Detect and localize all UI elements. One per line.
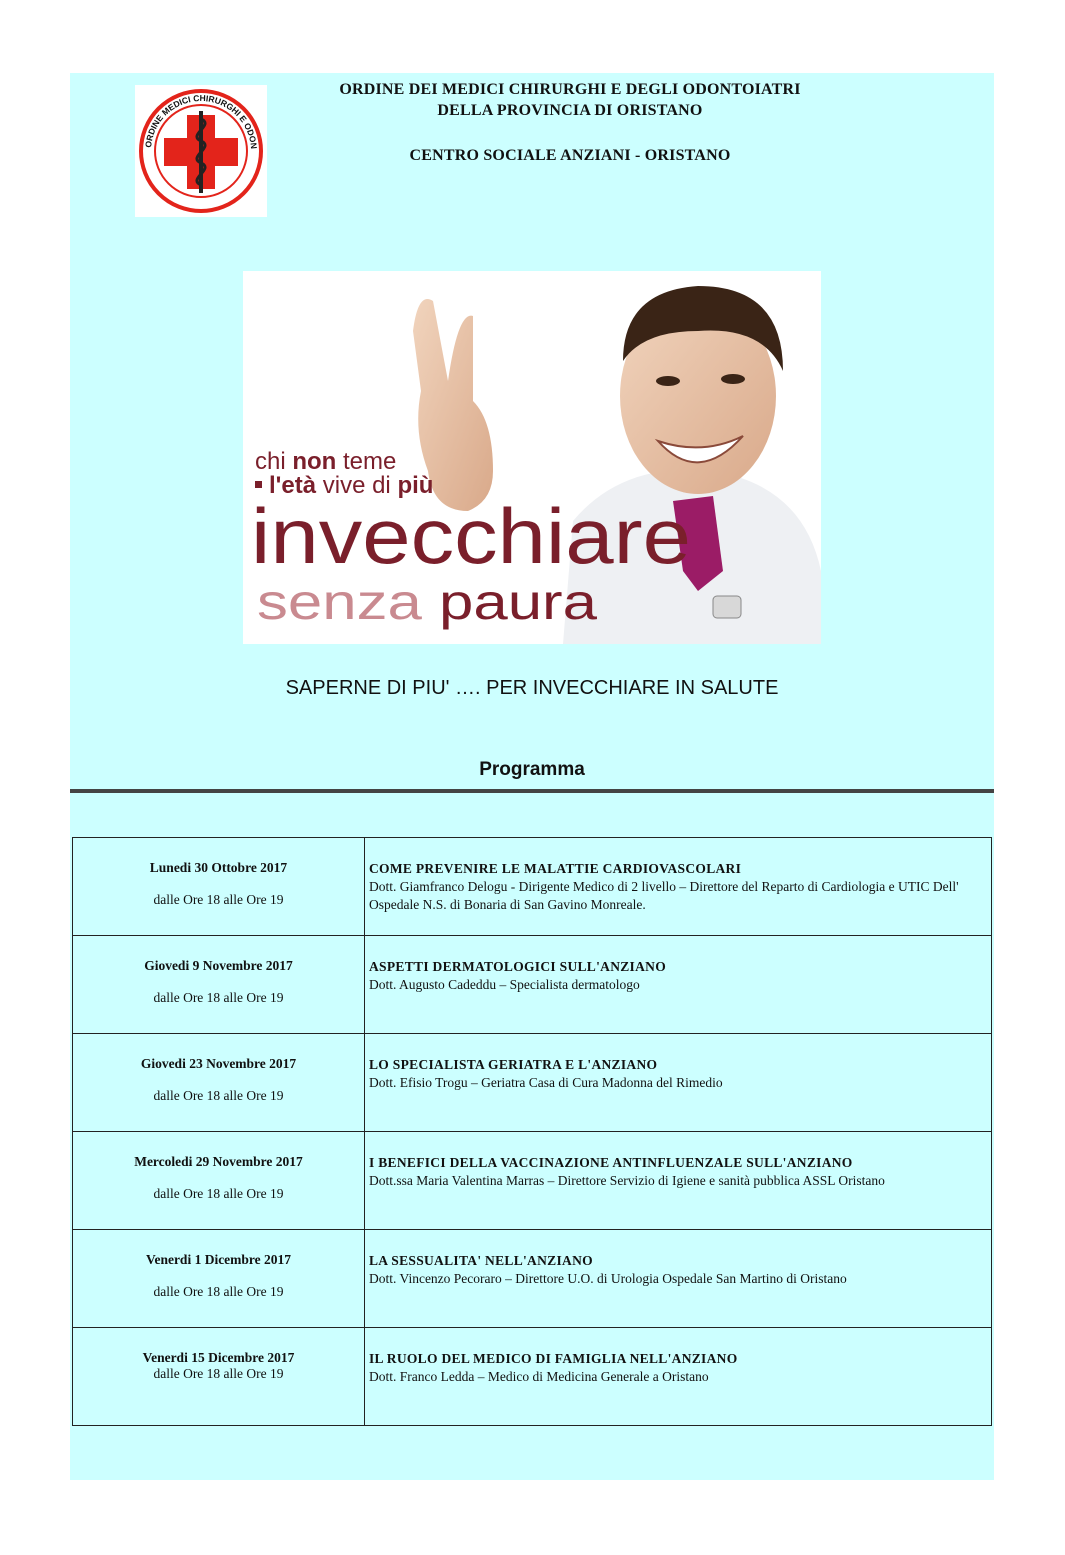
event-time: dalle Ore 18 alle Ore 19 <box>153 1088 284 1103</box>
event-topic: LO SPECIALISTA GERIATRA E L'ANZIANO <box>369 1057 658 1072</box>
table-row <box>73 1034 992 1132</box>
event-time: dalle Ore 18 alle Ore 19 <box>153 1284 284 1299</box>
event-date: Venerdi 15 Dicembre 2017 <box>142 1350 295 1365</box>
date-cell <box>73 1328 365 1426</box>
header-center: CENTRO SOCIALE ANZIANI - ORISTANO <box>409 147 731 164</box>
date-cell <box>73 1132 365 1230</box>
event-speaker: Dott. Giamfranco Delogu - Dirigente Medico di 2 livello – Direttore del Reparto di Cardiologia e UTIC Dell' Ospedale N.S. di Bonaria di San Gavino Monreale. <box>369 879 959 912</box>
topic-cell <box>365 1328 992 1426</box>
table-row <box>73 1132 992 1230</box>
event-time: dalle Ore 18 alle Ore 19 <box>153 1186 284 1201</box>
header-organization: ORDINE DEI MEDICI CHIRURGHI E DEGLI ODONTOIATRI <box>339 81 801 98</box>
event-topic: LA SESSUALITA' NELL'ANZIANO <box>369 1253 593 1268</box>
header-province: DELLA PROVINCIA DI ORISTANO <box>437 102 703 119</box>
event-speaker: Dott. Efisio Trogu – Geriatra Casa di Cura Madonna del Rimedio <box>369 1075 723 1090</box>
table-row <box>73 1328 992 1426</box>
svg-text:ORDINE MEDICI CHIRURGHI E ODON: ORDINE MEDICI CHIRURGHI E ODON <box>143 92 260 150</box>
program-heading: Programma <box>479 759 585 780</box>
event-time: dalle Ore 18 alle Ore 19 <box>153 1366 284 1381</box>
topic-cell <box>365 1230 992 1328</box>
svg-text:chi non teme: chi non teme <box>255 448 397 475</box>
event-speaker: Dott. Augusto Cadeddu – Specialista dermatologo <box>369 977 640 992</box>
svg-text:l'età vive di più: l'età vive di più <box>269 472 434 499</box>
topic-cell <box>365 1034 992 1132</box>
schedule-table <box>72 837 992 1426</box>
date-cell <box>73 1034 365 1132</box>
event-date: Venerdi 1 Dicembre 2017 <box>145 1252 292 1267</box>
event-speaker: Dott.ssa Maria Valentina Marras – Direttore Servizio di Igiene e sanità pubblica ASSL Oristano <box>369 1173 885 1188</box>
event-date: Giovedi 9 Novembre 2017 <box>144 958 293 973</box>
table-row <box>73 838 992 936</box>
divider <box>70 789 994 793</box>
event-speaker: Dott. Franco Ledda – Medico di Medicina Generale a Oristano <box>369 1369 709 1384</box>
event-date: Giovedi 23 Novembre 2017 <box>140 1056 297 1071</box>
event-time: dalle Ore 18 alle Ore 19 <box>153 892 284 907</box>
event-topic: IL RUOLO DEL MEDICO DI FAMIGLIA NELL'ANZIANO <box>369 1351 738 1366</box>
topic-cell <box>365 1132 992 1230</box>
svg-text:invecchiare: invecchiare <box>251 492 691 580</box>
event-tagline: SAPERNE DI PIU' …. PER INVECCHIARE IN SALUTE <box>285 677 779 699</box>
event-time: dalle Ore 18 alle Ore 19 <box>153 990 284 1005</box>
event-topic: I BENEFICI DELLA VACCINAZIONE ANTINFLUENZALE SULL'ANZIANO <box>369 1155 853 1170</box>
date-cell <box>73 838 365 936</box>
topic-cell <box>365 936 992 1034</box>
event-topic: COME PREVENIRE LE MALATTIE CARDIOVASCOLARI <box>369 861 742 876</box>
event-topic: ASPETTI DERMATOLOGICI SULL'ANZIANO <box>369 959 667 974</box>
svg-text:senza paura: senza paura <box>257 574 567 630</box>
hero-image <box>243 271 821 644</box>
flyer-sheet <box>70 73 994 1480</box>
date-cell <box>73 1230 365 1328</box>
event-date: Lunedi 30 Ottobre 2017 <box>149 860 288 875</box>
table-row <box>73 936 992 1034</box>
topic-cell <box>365 838 992 936</box>
event-speaker: Dott. Vincenzo Pecoraro – Direttore U.O. di Urologia Ospedale San Martino di Oristano <box>369 1271 847 1286</box>
table-row <box>73 1230 992 1328</box>
event-date: Mercoledi 29 Novembre 2017 <box>134 1154 303 1169</box>
date-cell <box>73 936 365 1034</box>
